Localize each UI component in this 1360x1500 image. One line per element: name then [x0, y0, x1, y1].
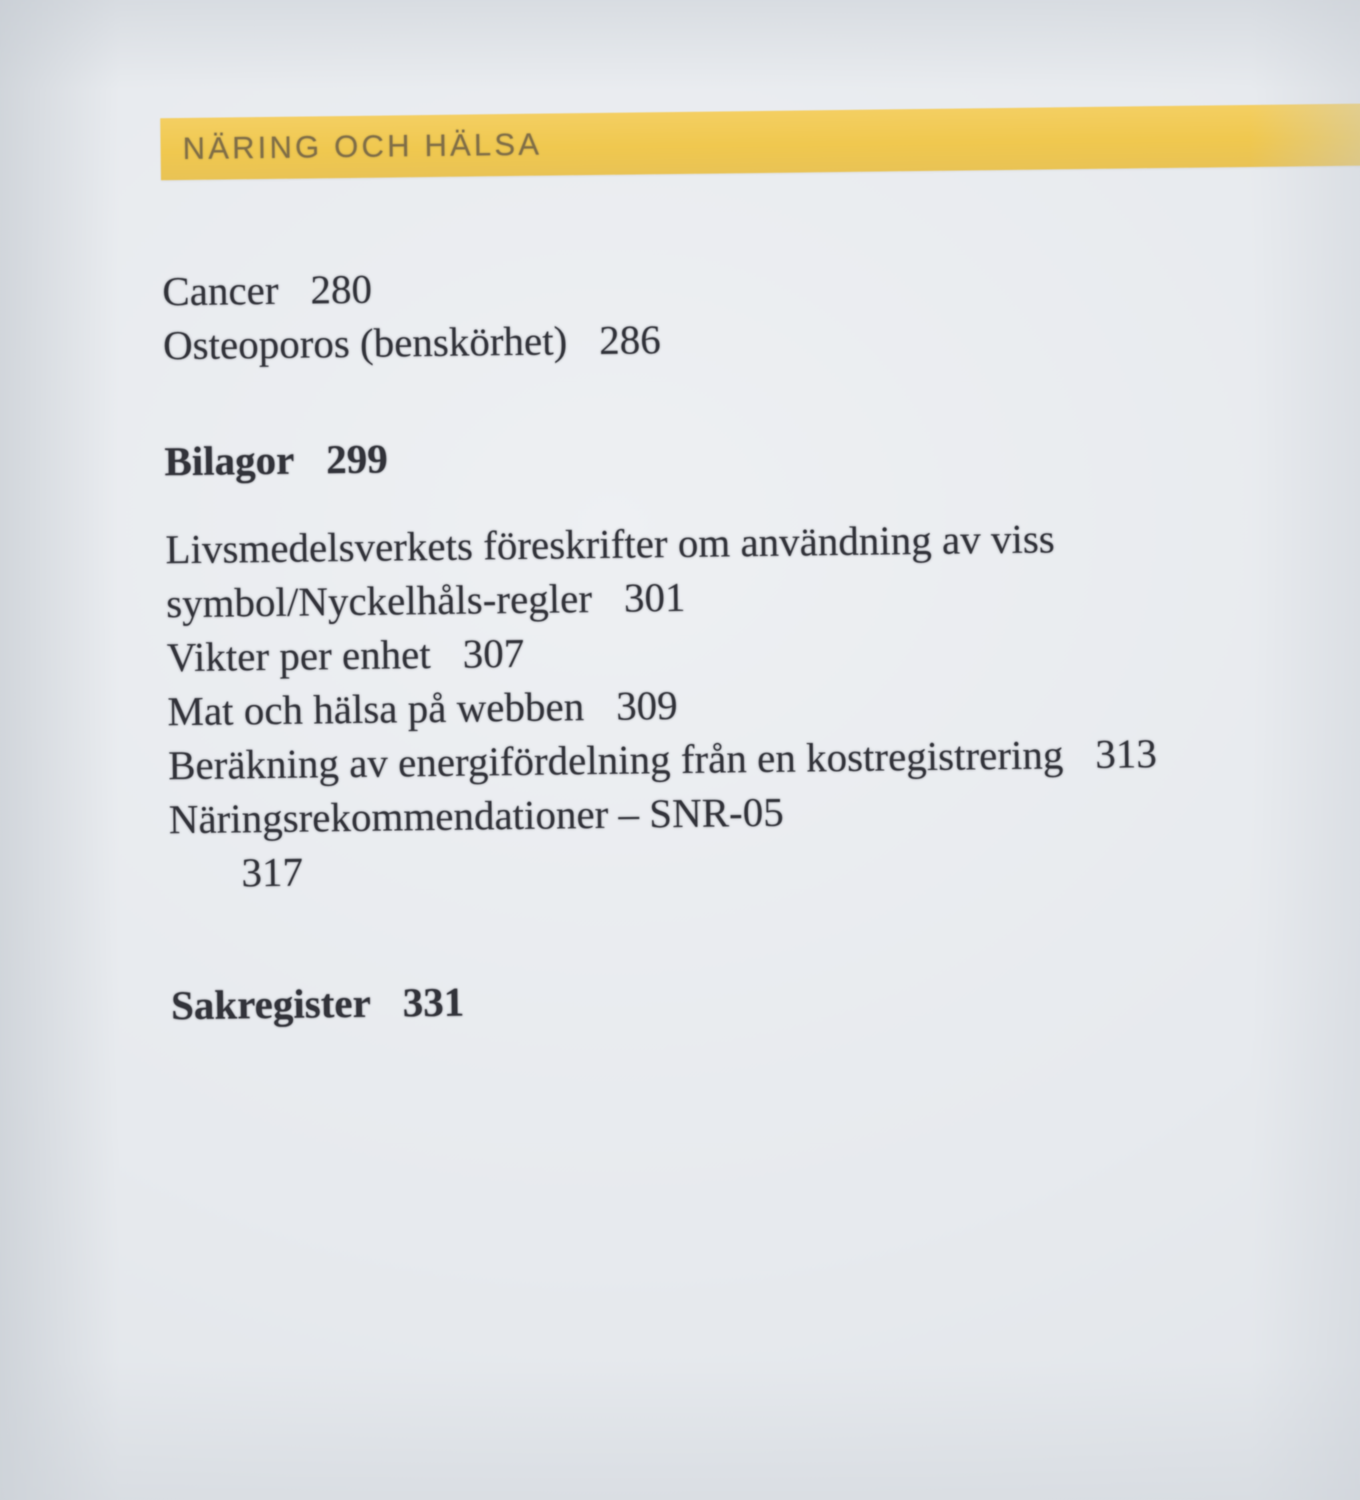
toc-entry-title: Cancer	[162, 266, 279, 315]
toc-section-page: 331	[402, 978, 465, 1026]
toc-section-title: Sakregister	[170, 979, 372, 1029]
toc-section-title: Bilagor	[164, 436, 295, 485]
toc-section-page: 299	[325, 435, 389, 483]
section-spacer	[170, 888, 1181, 978]
toc-entry-title: Livsmedelsverkets föreskrifter om användning av viss symbol/Nyckelhåls-regler	[165, 515, 1055, 627]
toc-entry-title: Beräkning av energifördelning från en kostregistrering	[167, 731, 1064, 789]
toc-entry	[165, 510, 1156, 630]
toc-entry-page: 313	[1095, 730, 1158, 777]
running-head-band	[160, 103, 1360, 180]
toc-entry-page: 286	[598, 316, 661, 363]
toc-entry-page: 301	[623, 573, 686, 621]
toc-entry-title: Vikter per enhet	[166, 631, 432, 681]
toc-entry-title: Mat och hälsa på webben	[167, 683, 585, 735]
toc-entry-title: Osteoporos (benskörhet)	[162, 317, 568, 369]
toc-entry-page: 309	[615, 682, 678, 729]
toc-entry-page: 317	[241, 848, 304, 896]
toc-entry-page: 280	[310, 265, 373, 313]
toc-entry-title: Näringsrekommendationer – SNR-05	[168, 788, 784, 843]
toc-section-heading	[171, 966, 1182, 1032]
table-of-contents	[162, 252, 1181, 1032]
toc-entry-page: 307	[462, 629, 525, 677]
running-head-text: NÄRING OCH HÄLSA	[182, 126, 543, 167]
